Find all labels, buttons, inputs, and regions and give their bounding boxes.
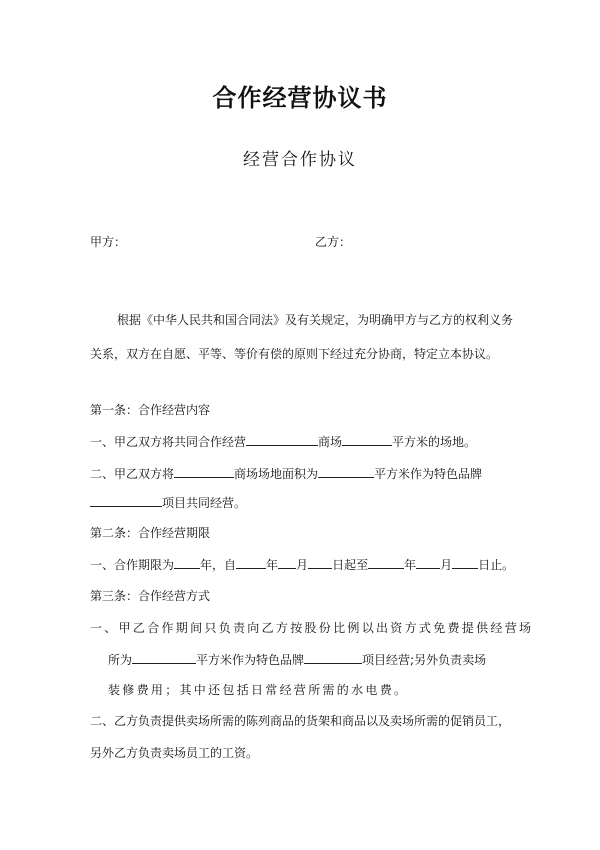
article-1-item-1	[90, 433, 476, 450]
party-a-label: 甲方：	[90, 235, 127, 249]
article-1-item-2	[90, 465, 482, 482]
document-title: 合作经营协议书	[212, 84, 388, 112]
article-1-item-1-text-a: 一、甲乙双方将共同合作经营	[90, 435, 247, 449]
article-1-item-2-text-c: 平方米作为特色品牌	[374, 467, 483, 481]
article-3-item-2-line-1: 二、乙方负责提供卖场所需的陈列商品的货架和商品以及卖场所需的促销员工，	[90, 714, 511, 728]
article-1-item-1-text-c: 平方米的场地。	[392, 435, 477, 449]
blank-start-month	[278, 556, 296, 569]
article-2-text-f: 年	[404, 558, 417, 572]
article-3-item-1-line-1: 一、甲乙合作期间只负责向乙方按股份比例以出资方式免费提供经营场	[90, 621, 534, 635]
article-1-item-2-text-d: 项目共同经营。	[162, 496, 247, 510]
article-3-item-1-line-3: 装修费用；其中还包括日常经营所需的水电费。	[108, 683, 409, 697]
article-2-text-h: 日止。	[478, 558, 515, 572]
article-1-heading: 第一条：合作经营内容	[90, 403, 211, 417]
blank-brand-name-2	[304, 651, 362, 664]
blank-start-year	[236, 556, 266, 569]
article-1-item-1-text-b: 商场	[318, 435, 343, 449]
blank-area	[342, 433, 392, 446]
article-2-text-g: 月	[440, 558, 453, 572]
blank-end-day	[452, 556, 478, 569]
article-1-item-2-text-a: 二、甲乙双方将	[90, 467, 175, 481]
article-2-heading: 第二条：合作经营期限	[90, 526, 211, 540]
article-2-text-a: 一、合作期限为	[90, 558, 175, 572]
party-b-label: 乙方：	[315, 235, 352, 249]
article-3-item-1-text-c: 项目经营;另外负责卖场	[362, 653, 487, 667]
blank-mall-name-2	[174, 465, 234, 478]
intro-paragraph-line-2: 关系，双方在自愿、平等、等价有偿的原则下经过充分协商，特定立本协议。	[90, 347, 499, 361]
article-2-text-e: 日起至	[332, 558, 369, 572]
article-2-item-1	[90, 556, 514, 573]
document-subtitle: 经营合作协议	[243, 150, 357, 170]
article-3-item-1-text-a: 所为	[108, 653, 133, 667]
article-2-text-d: 月	[296, 558, 309, 572]
article-3-item-1-line-2	[108, 651, 486, 668]
article-2-text-b: 年，自	[200, 558, 237, 572]
blank-brand-name	[90, 494, 162, 507]
blank-mall-name	[246, 433, 318, 446]
blank-end-month	[416, 556, 440, 569]
blank-end-year	[368, 556, 404, 569]
article-3-heading: 第三条：合作经营方式	[90, 589, 211, 603]
blank-area-2	[318, 465, 374, 478]
blank-years	[174, 556, 200, 569]
article-3-item-1-text-b: 平方米作为特色品牌	[196, 653, 305, 667]
article-1-item-2-cont	[90, 494, 246, 511]
blank-start-day	[308, 556, 332, 569]
intro-paragraph-line-1: 根据《中华人民共和国合同法》及有关规定，为明确甲方与乙方的权利义务	[117, 313, 514, 327]
article-2-text-c: 年	[266, 558, 279, 572]
article-3-item-2-line-2: 另外乙方负责卖场员工的工资。	[90, 746, 259, 760]
blank-area-3	[132, 651, 196, 664]
article-1-item-2-text-b: 商场场地面积为	[234, 467, 319, 481]
